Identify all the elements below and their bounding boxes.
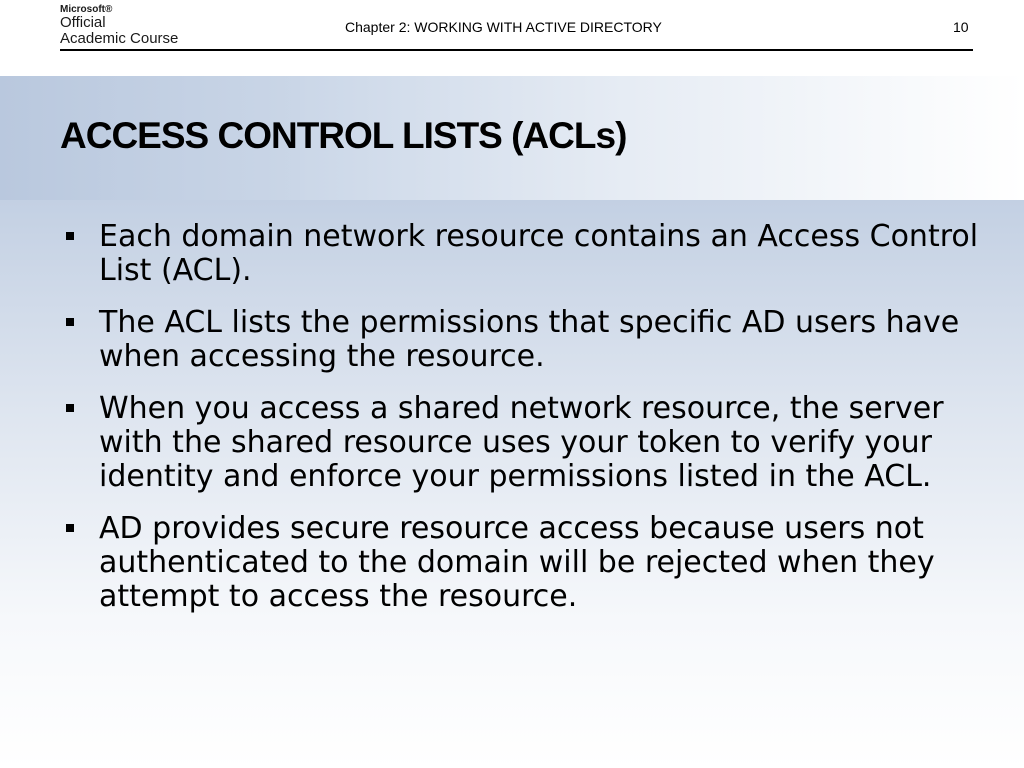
bullet-item [60,306,990,374]
bullet-text: When you access a shared network resource, the server with the shared resource uses your token to verify your identity and enforce your permissions listed in the ACL. [99,391,944,494]
bullet-text: The ACL lists the permissions that specific AD users have when accessing the resource. [99,305,960,374]
bullet-item [60,512,990,614]
course-logo [60,4,178,47]
bullet-item [60,392,990,494]
bullet-list [60,220,990,632]
slide-title: ACCESS CONTROL LISTS (ACLs) [60,115,627,156]
bullet-text: Each domain network resource contains an Access Control List (ACL). [99,219,979,288]
header-divider [60,49,973,51]
page-number: 10 [953,19,969,35]
bullet-text: AD provides secure resource access because users not authenticated to the domain will be rejected when they attempt to access the resource. [99,511,935,614]
square-bullet-icon [66,232,74,240]
square-bullet-icon [66,318,74,326]
chapter-title: Chapter 2: WORKING WITH ACTIVE DIRECTORY [345,19,662,35]
bullet-item [60,220,990,288]
logo-line-2: Academic Course [60,30,179,47]
square-bullet-icon [66,404,74,412]
square-bullet-icon [66,524,74,532]
logo-line-1: Official [60,14,106,31]
logo-brand: Microsoft® [60,4,113,15]
